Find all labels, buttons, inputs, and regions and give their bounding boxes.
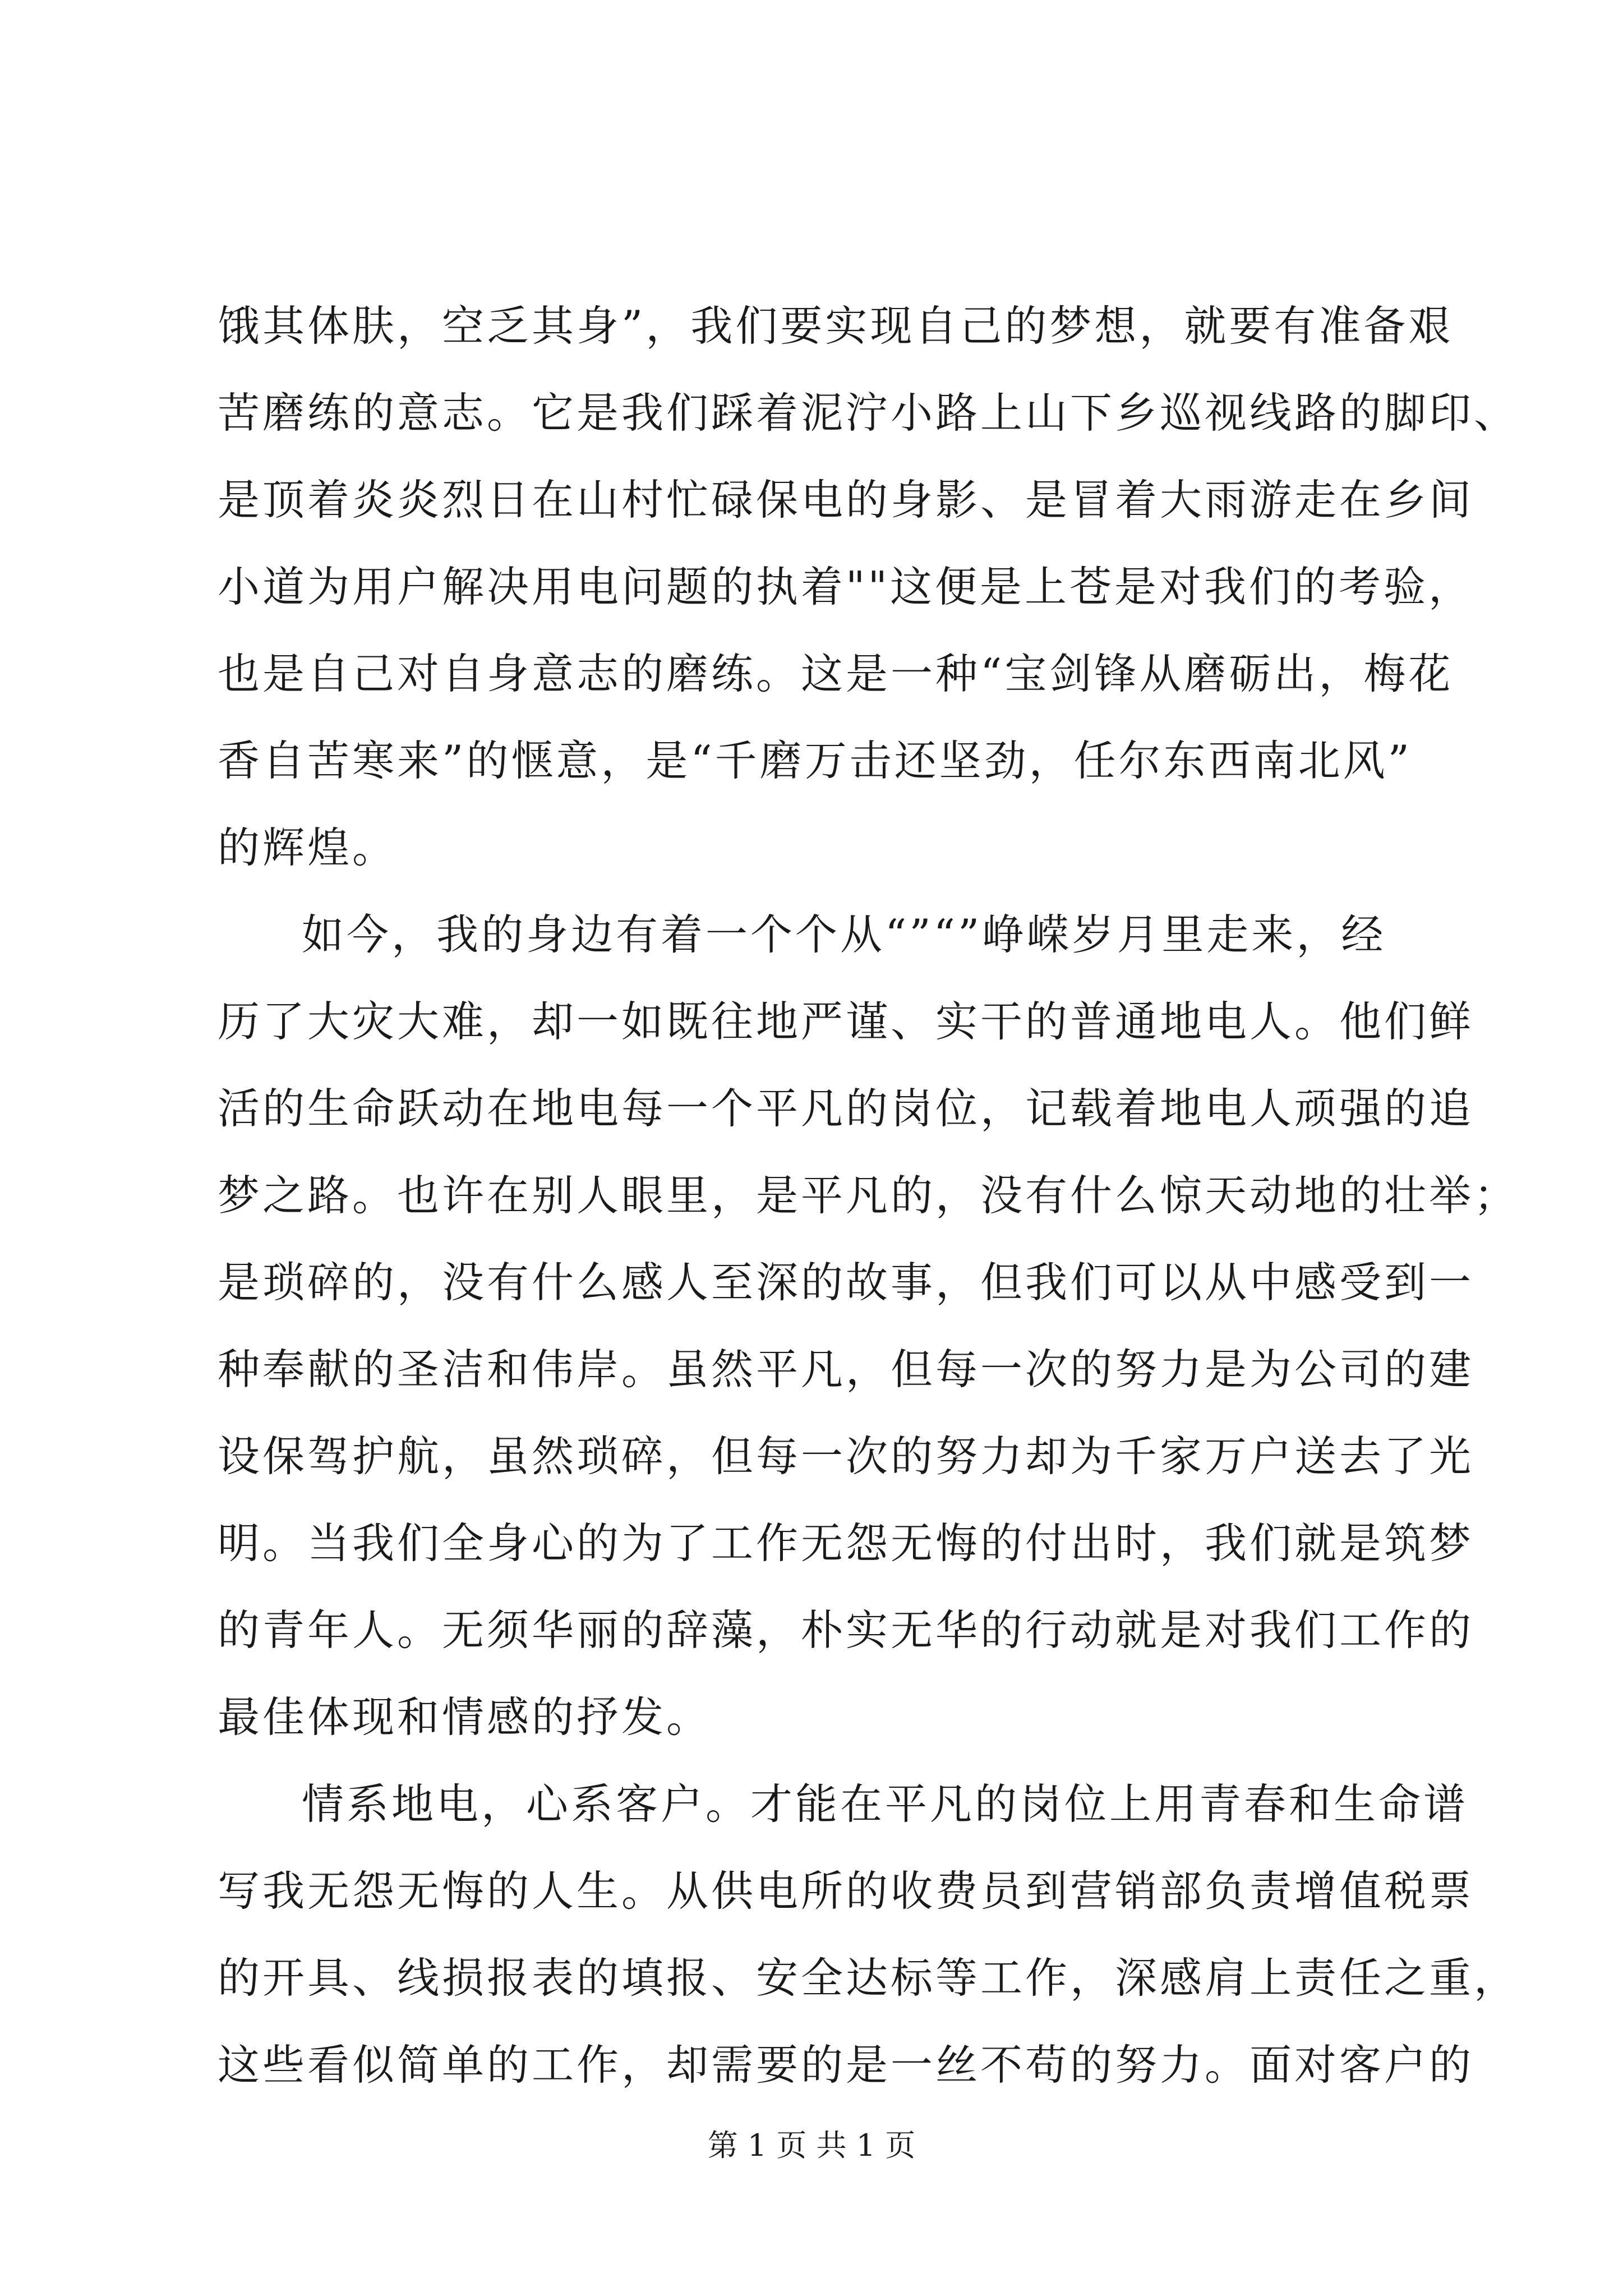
paragraph-first-line: 如今，我的身边有着一个个从“”“”峥嵘岁月里走来，经 [302, 910, 1386, 959]
paragraph-first-line: 情系地电，心系客户。才能在平凡的岗位上用青春和生命谱 [302, 1779, 1469, 1829]
text-line: 历了大灾大难，却一如既往地严谨、实干的普通地电人。他们鲜 [218, 997, 1474, 1046]
text-line: 也是自己对自身意志的磨练。这是一种“宝剑锋从磨砺出，梅花 [218, 649, 1454, 698]
text-line: 明。当我们全身心的为了工作无怨无悔的付出时，我们就是筑梦 [218, 1519, 1474, 1568]
text-line: 梦之路。也许在别人眼里，是平凡的，没有什么惊天动地的壮举； [218, 1171, 1519, 1220]
text-line: 这些看似简单的工作，却需要的是一丝不苟的努力。面对客户的 [218, 2040, 1474, 2090]
text-line: 香自苦寒来”的惬意，是“千磨万击还坚劲，任尔东西南北风” [218, 736, 1413, 785]
text-line: 活的生命跃动在地电每一个平凡的岗位，记载着地电人顽强的追 [218, 1084, 1474, 1133]
page-number-footer: 第 1 页 共 1 页 [707, 2128, 916, 2163]
text-line: 的青年人。无须华丽的辞藻，朴实无华的行动就是对我们工作的 [218, 1605, 1474, 1655]
text-line: 最佳体现和情感的抒发。 [218, 1692, 712, 1742]
text-line: 的辉煌。 [218, 823, 398, 872]
text-line: 小道为用户解决用电问题的执着""这便是上苍是对我们的考验， [218, 562, 1473, 611]
text-line: 种奉献的圣洁和伟岸。虽然平凡，但每一次的努力是为公司的建 [218, 1345, 1474, 1394]
text-line: 写我无怨无悔的人生。从供电所的收费员到营销部负责增值税票 [218, 1866, 1474, 1916]
text-line: 是顶着炎炎烈日在山村忙碌保电的身影、是冒着大雨游走在乡间 [218, 475, 1474, 524]
text-line: 饿其体肤，空乏其身”，我们要实现自己的梦想，就要有准备艰 [218, 301, 1454, 351]
text-line: 苦磨练的意志。它是我们踩着泥泞小路上山下乡巡视线路的脚印、 [218, 388, 1519, 438]
text-line: 的开具、线损报表的填报、安全达标等工作，深感肩上责任之重， [218, 1953, 1519, 2003]
text-line: 设保驾护航，虽然琐碎，但每一次的努力却为千家万户送去了光 [218, 1432, 1474, 1481]
text-line: 是琐碎的，没有什么感人至深的故事，但我们可以从中感受到一 [218, 1258, 1474, 1307]
